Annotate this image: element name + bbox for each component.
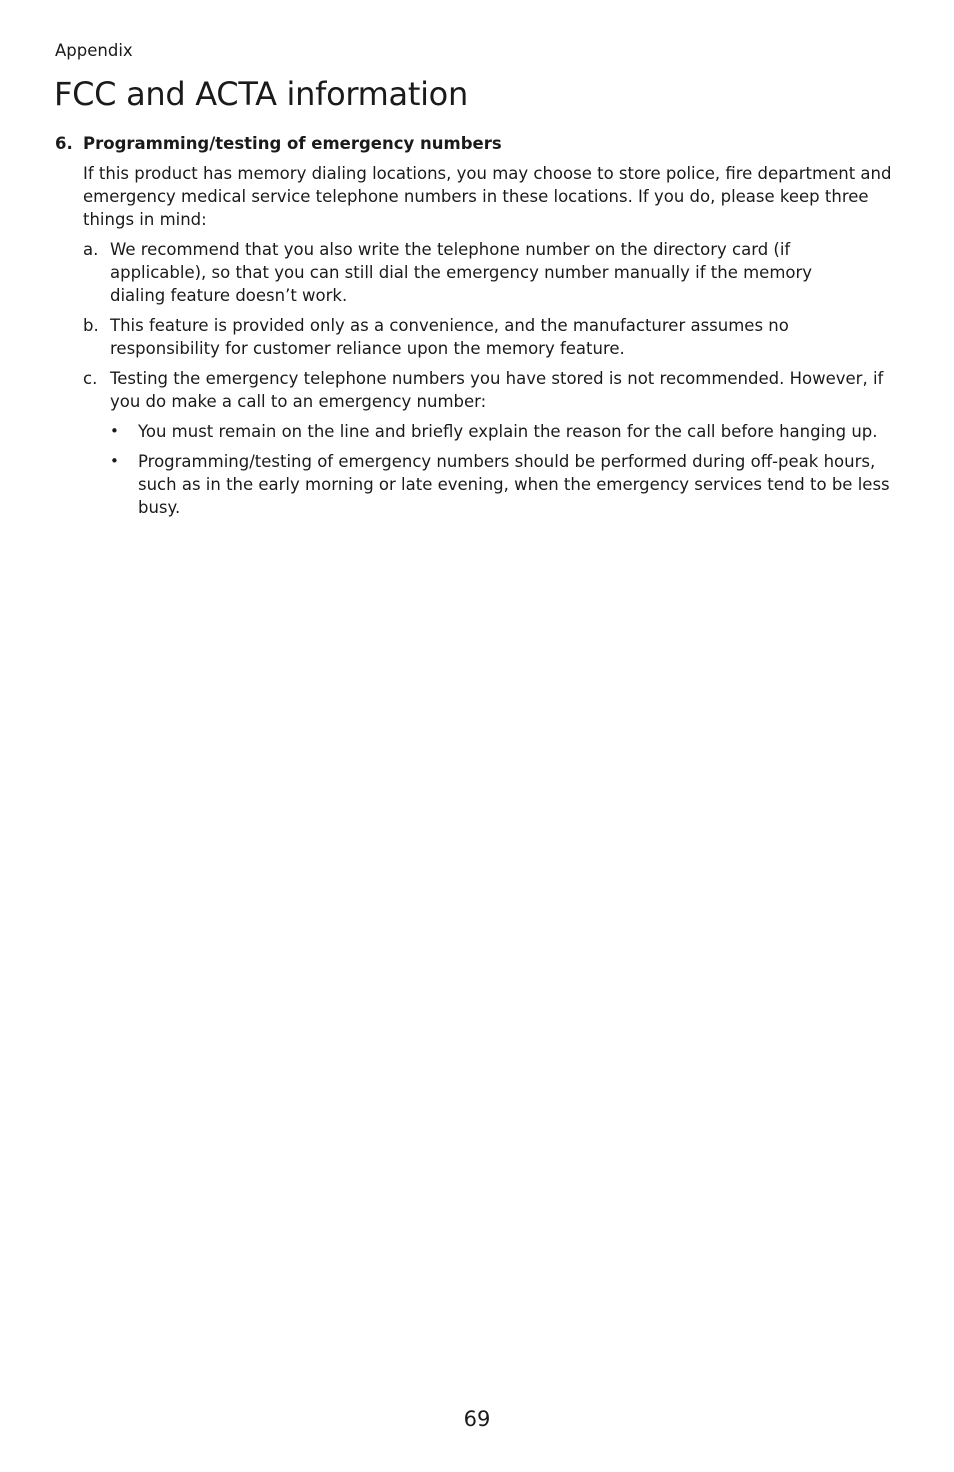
list-text-a: We recommend that you also write the telephone number on the directory card (if applicable), so that you can still dial the emergency number manually if the memory dialing feature doesn’t work.: [110, 240, 813, 305]
document-body: [55, 132, 905, 519]
bullet-icon: •: [110, 452, 119, 470]
bullet-text: Programming/testing of emergency numbers should be performed during off-peak hours, such as in the early morning or late evening, when the emergency services tend to be less busy.: [138, 452, 890, 517]
page-number: 69: [463, 1407, 491, 1431]
bullet-icon: •: [110, 422, 119, 440]
list-marker-c: c.: [83, 369, 98, 388]
bullet-item: [110, 420, 905, 443]
list-text-b: This feature is provided only as a convenience, and the manufacturer assumes no responsibility for customer reliance upon the memory feature.: [110, 316, 789, 358]
list-item-b: [83, 314, 905, 360]
list-marker-a: a.: [83, 240, 99, 259]
item-heading: [55, 132, 905, 155]
intro-paragraph: If this product has memory dialing locations, you may choose to store police, fire department and emergency medical service telephone numbers in these locations. If you do, please keep three things in mind:: [83, 164, 892, 229]
item-number: 6.: [55, 134, 73, 153]
section-label: Appendix: [55, 41, 133, 60]
page-title: FCC and ACTA information: [54, 75, 468, 113]
list-marker-b: b.: [83, 316, 99, 335]
list-item-c: [83, 367, 905, 413]
bullet-item: [110, 450, 905, 519]
list-item-a: [83, 238, 905, 307]
item-heading-text: Programming/testing of emergency numbers: [83, 134, 502, 153]
list-text-c: Testing the emergency telephone numbers you have stored is not recommended. However, if you do make a call to an emergency number:: [110, 369, 884, 411]
bullet-text: You must remain on the line and briefly explain the reason for the call before hanging up.: [138, 422, 878, 441]
